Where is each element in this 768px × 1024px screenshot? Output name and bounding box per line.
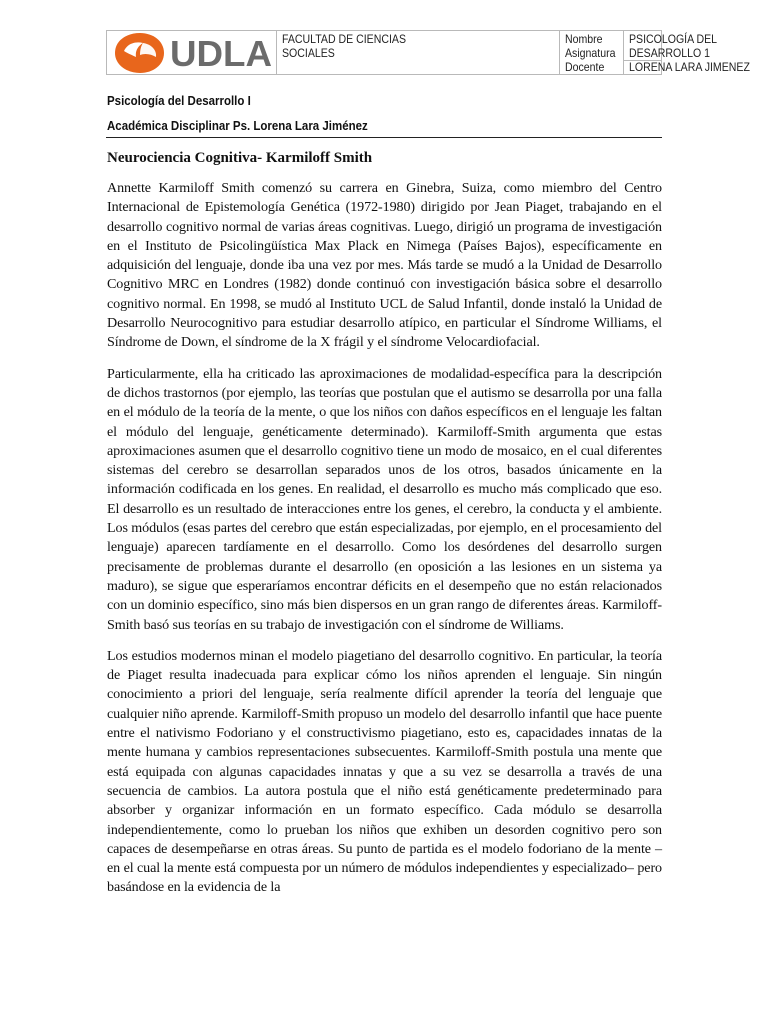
value-subject-line1: PSICOLOGÍA DEL bbox=[629, 32, 718, 46]
paragraph-2: Particularmente, ella ha criticado las aproximaciones de modalidad-específica para la descripción de dichos trastornos (por ejemplo, las teorías que postulan que el autismo se desarrolla por una falla en el módulo de la teoría de la mente, o que los niños con daños específicos en el lenguaje les faltan el módulo del lenguaje, genéticamente determinado). Karmiloff-Smith argumenta que estas aproximaciones asumen que el desarrollo cognitivo tiene un modo de mosaico, en el cual diferentes sistemas del cerebro se desarrollan separados unos de los otros, basados únicamente en la información codificada en los genes. En realidad, el desarrollo es mucho más complicado que eso. El desarrollo es un resultado de interacciones entre los genes, el cerebro, la conducta y el ambiente. Los módulos (esas partes del cerebro que están especializadas, por ejemplo, en el procesamiento del lenguaje) aparecen tardíamente en el desarrollo. Como los desórdenes del desarrollo surgen precisamente de problemas durante el desarrollo (en oposición a las lesiones en un sistema ya maduro), se sigue que esperaríamos encontrar déficits en el desempeño que no están relacionados con un dominio específico, sino más bien dispersos en un gran rango de diferentes áreas. Karmiloff-Smith basó sus teorías en su trabajo de investigación con el síndrome de Williams. bbox=[107, 365, 662, 633]
logo-wordmark: UDLA bbox=[170, 33, 273, 74]
label-nombre: Nombre bbox=[565, 32, 603, 46]
document-body bbox=[107, 179, 662, 910]
document-header bbox=[106, 30, 750, 75]
paragraph-1: Annette Karmiloff Smith comenzó su carrera en Ginebra, Suiza, como miembro del Centro Internacional de Epistemología Genética (1972-1980) dirigido por Jean Piaget, trabajando en el desarrollo cognitivo normal de varias áreas cognitivas. Luego, dirigió un programa de investigación en el Instituto de Psicolingüística Max Plack en Nimega (Países Bajos), específicamente en adquisición del lenguaje, donde iba una vez por mes. Más tarde se mudó a la Unidad de Desarrollo Cognitivo MRC en Londres (1982) donde continuó con investigación básica sobre el desarrollo cognitivo normal. En 1998, se mudó al Instituto UCL de Salud Infantil, donde instaló la Unidad de Desarrollo Neurocognitivo para estudiar desarrollo atípico, en particular el Síndrome Williams, el Síndrome de Down, el síndrome de la X frágil y el síndrome Velocardiofacial. bbox=[107, 180, 662, 351]
label-asignatura: Asignatura bbox=[565, 46, 616, 60]
paragraph-3: Los estudios modernos minan el modelo piagetiano del desarrollo cognitivo. En particular, la teoría de Piaget resulta inadecuada para explicar cómo los niños aprenden el lenguaje. Sin ningún conocimiento a priori del lenguaje, sería realmente difícil aprender la teoría del lenguaje que cualquier niño aprende. Karmiloff-Smith propuso un modelo del desarrollo infantil que hace puente entre el nativismo Fodoriano y el constructivismo piagetiano, esto es, capacidades innatas de la mente humana y cambios representaciones subsecuentes. Karmiloff-Smith postula una mente que está equipada con algunas capacidades innatas y que a su vez se desarrolla a través de una secuencia de cambios. La autora postula que el niño está genéticamente predeterminado para absorber y organizar información en un formato específico. Cada módulo se desarrolla independientemente, como lo prueban los niños que exhiben un desorden cognitivo pero son capaces de desempeñarse en otras áreas. Su punto de partida es el modelo fodoriano de la mente –en el cual la mente está compuesta por un número de módulos independientes y especializado– pero basándose en la evidencia de la bbox=[107, 647, 662, 896]
document-title: Neurociencia Cognitiva- Karmiloff Smith bbox=[107, 150, 373, 166]
header-rule bbox=[106, 137, 662, 138]
value-teacher: LORENA LARA JIMENEZ bbox=[629, 60, 750, 74]
udla-mark-icon bbox=[115, 33, 164, 73]
value-subject-line2: DESARROLLO 1 bbox=[629, 46, 711, 60]
label-cell bbox=[560, 31, 624, 74]
course-line: Psicología del Desarrollo I bbox=[107, 94, 251, 108]
udla-logo bbox=[113, 32, 275, 74]
faculty-cell bbox=[277, 31, 560, 74]
label-docente: Docente bbox=[565, 60, 605, 74]
faculty-name: FACULTAD DE CIENCIAS SOCIALES bbox=[282, 32, 407, 60]
academic-line: Académica Disciplinar Ps. Lorena Lara Jiménez bbox=[107, 119, 368, 133]
value-cell bbox=[624, 31, 750, 74]
logo-cell bbox=[107, 31, 277, 74]
